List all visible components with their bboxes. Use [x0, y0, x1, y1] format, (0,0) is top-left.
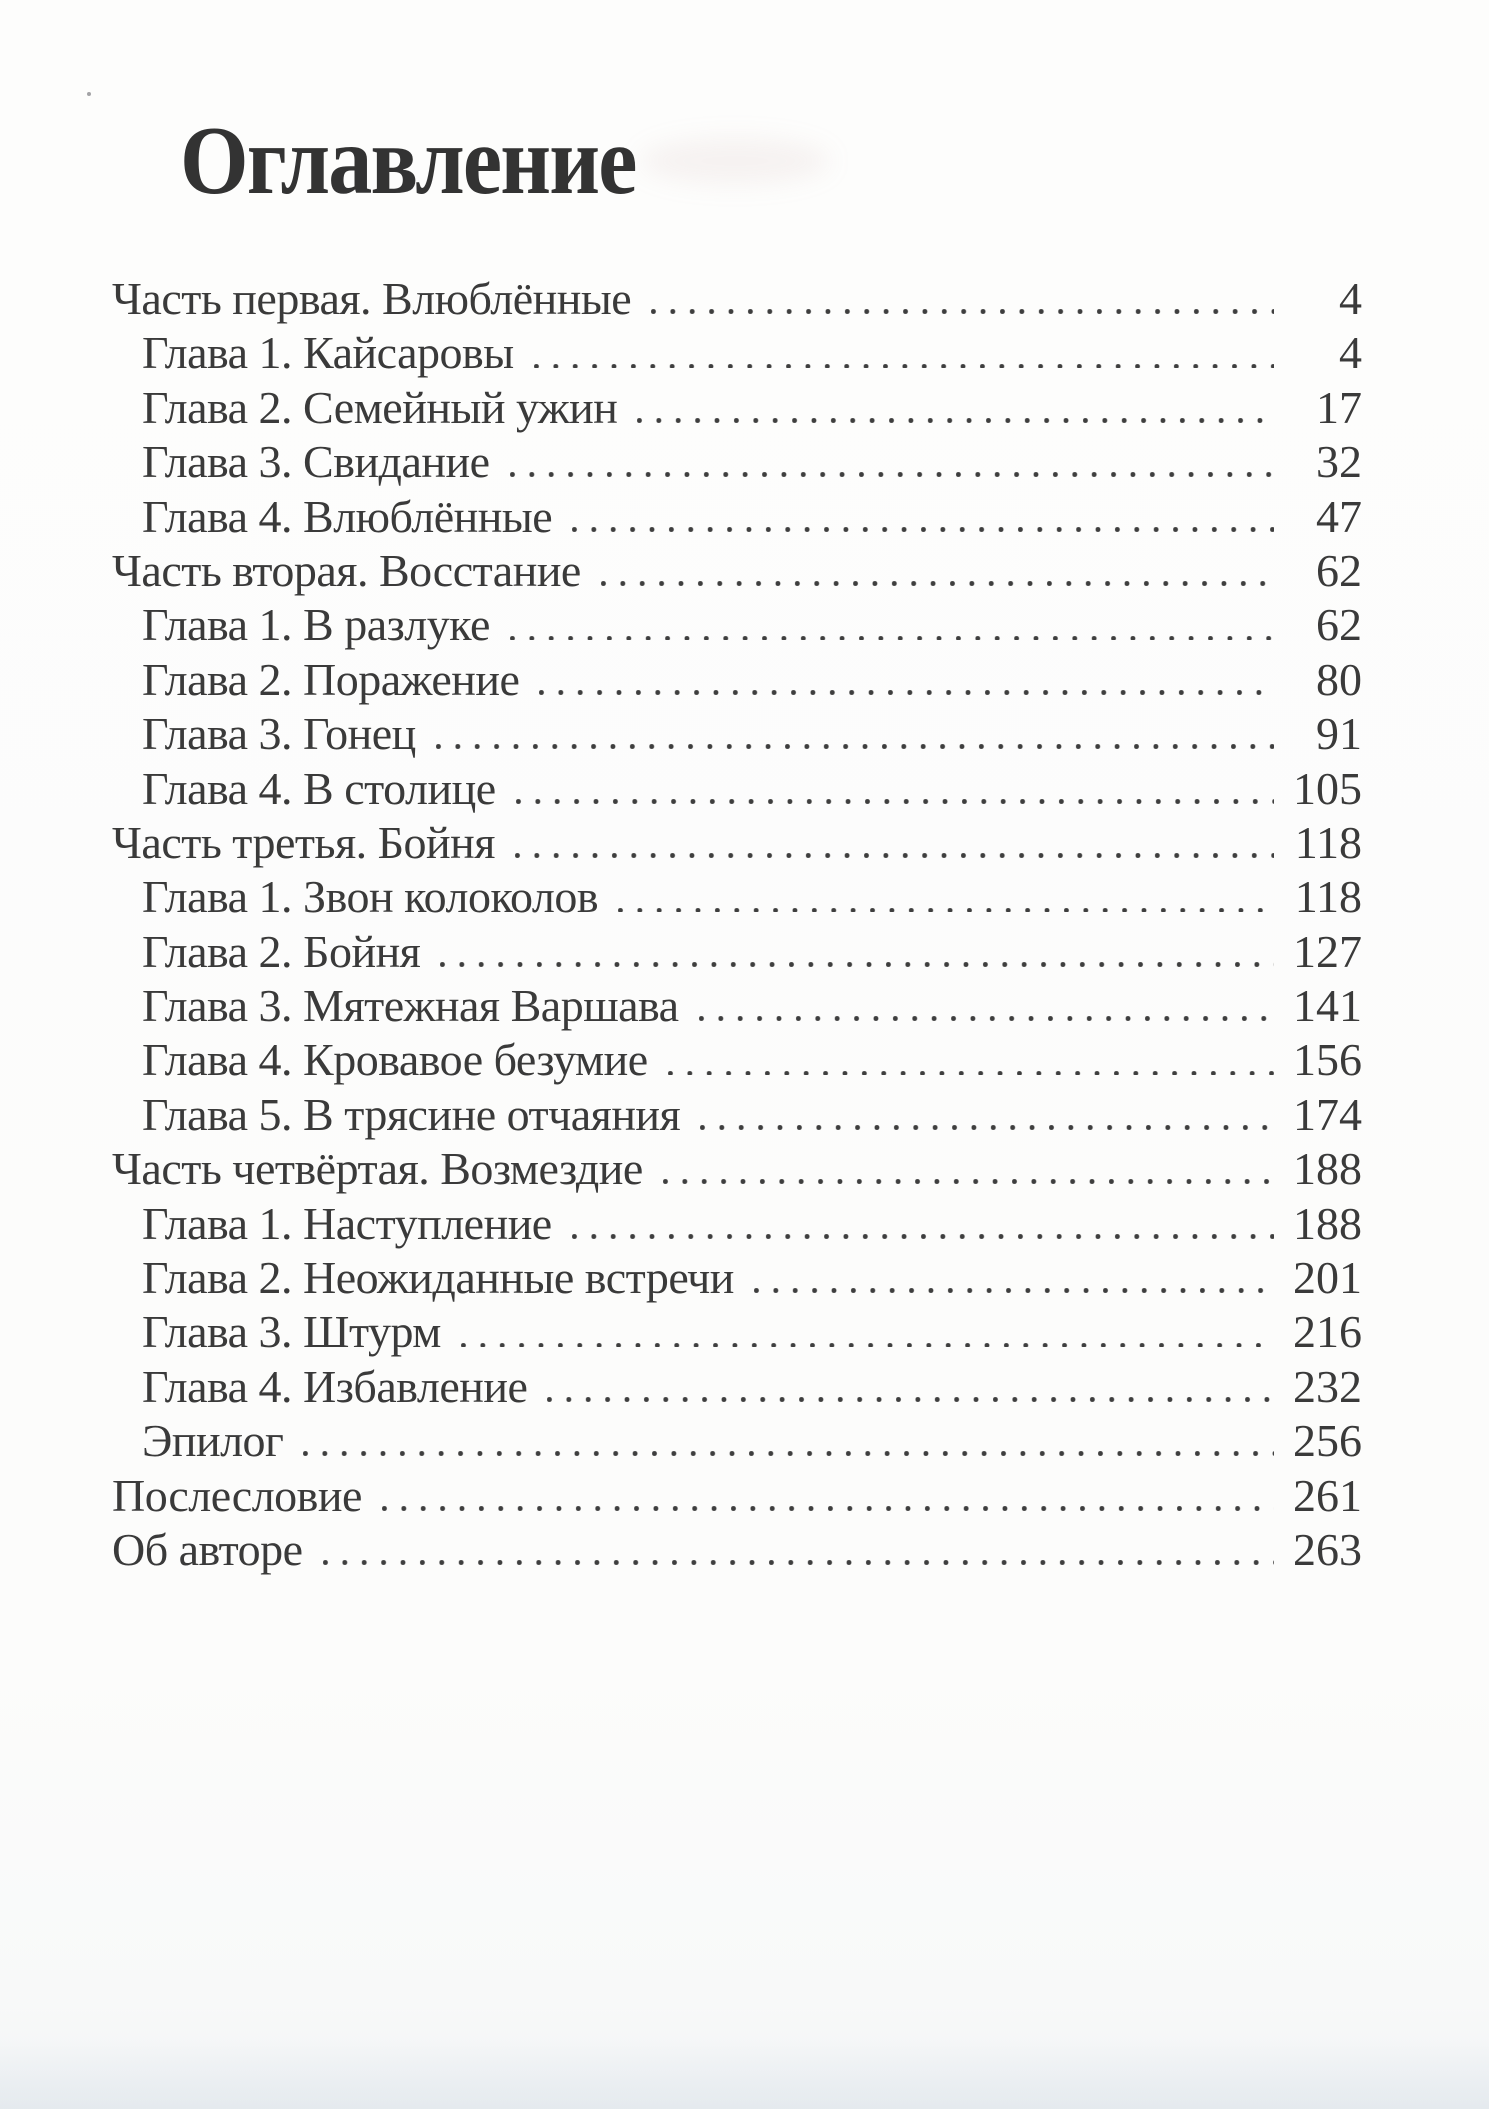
- dot-leader: [754, 1287, 1274, 1293]
- toc-entry-page: 156: [1293, 1034, 1362, 1086]
- toc-entry-page: 232: [1293, 1360, 1362, 1412]
- toc-entry-label: Эпилог: [142, 1415, 284, 1467]
- toc-entry-page: 174: [1293, 1088, 1362, 1140]
- toc-entry: [112, 653, 1362, 707]
- dot-leader: [601, 580, 1274, 586]
- toc-entry-page: 105: [1293, 762, 1362, 814]
- scan-bleedthrough-smudge: [640, 138, 830, 184]
- toc-entry-label: Об авторе: [112, 1523, 303, 1575]
- dot-leader: [440, 961, 1274, 967]
- toc-entry-label: Глава 2. Семейный ужин: [142, 381, 618, 433]
- toc-entry-label: Глава 4. Влюблённые: [142, 490, 553, 542]
- toc-entry-page: 201: [1293, 1252, 1362, 1304]
- toc-entry: [112, 1197, 1362, 1251]
- toc-entry-label: Часть первая. Влюблённые: [112, 273, 632, 324]
- toc-entry-label: Послесловие: [112, 1469, 362, 1521]
- dot-leader: [510, 471, 1274, 477]
- dot-leader: [539, 689, 1274, 695]
- toc-entry: [112, 925, 1362, 979]
- toc-entry-label: Глава 2. Бойня: [142, 925, 421, 977]
- toc-entry-label: Глава 5. В трясине отчаяния: [142, 1088, 681, 1140]
- toc-entry-page: 17: [1316, 381, 1362, 433]
- dot-leader: [436, 743, 1274, 749]
- toc-entry-label: Глава 2. Неожиданные встречи: [142, 1252, 734, 1304]
- toc-entry-label: Глава 1. Кайсаровы: [142, 327, 514, 379]
- toc-entry: [112, 870, 1362, 924]
- toc-entry-page: 263: [1293, 1523, 1362, 1575]
- toc-entry-label: Глава 4. Кровавое безумие: [142, 1034, 648, 1086]
- toc-entry-page: 118: [1294, 816, 1362, 868]
- toc-entry: [112, 1469, 1362, 1523]
- toc-entry-page: 118: [1294, 871, 1362, 923]
- toc-entry-label: Часть четвёртая. Возмездие: [112, 1143, 643, 1195]
- dot-leader: [382, 1505, 1274, 1511]
- page-title: Оглавление: [180, 107, 636, 215]
- toc-entry-label: Часть третья. Бойня: [112, 816, 495, 868]
- toc-entry: [112, 1360, 1362, 1414]
- dot-leader: [515, 852, 1274, 858]
- toc-entry: [112, 544, 1362, 598]
- toc-entry-page: 32: [1316, 436, 1362, 488]
- dot-leader: [534, 362, 1274, 368]
- toc-entry-label: Часть вторая. Восстание: [112, 544, 581, 596]
- dot-leader: [461, 1341, 1274, 1347]
- dot-leader: [547, 1396, 1274, 1402]
- toc-entry: [112, 272, 1362, 326]
- toc-entry-page: 216: [1293, 1306, 1362, 1358]
- toc-entry-page: 80: [1316, 653, 1362, 705]
- toc-entry-label: Глава 3. Свидание: [142, 436, 490, 488]
- toc-entry: [112, 1088, 1362, 1142]
- table-of-contents: [112, 272, 1362, 1577]
- toc-entry: [112, 435, 1362, 489]
- toc-entry-page: 91: [1316, 708, 1362, 760]
- toc-entry: [112, 762, 1362, 816]
- toc-entry: [112, 1305, 1362, 1359]
- toc-entry-label: Глава 3. Мятежная Варшава: [142, 980, 679, 1032]
- dot-leader: [572, 1233, 1274, 1239]
- toc-entry-page: 62: [1316, 544, 1362, 596]
- toc-entry: [112, 816, 1362, 870]
- dot-leader: [637, 417, 1274, 423]
- toc-entry-page: 4: [1339, 273, 1362, 324]
- dot-leader: [651, 308, 1274, 314]
- dot-leader: [699, 1015, 1274, 1021]
- toc-entry: [112, 490, 1362, 544]
- toc-entry-page: 127: [1293, 925, 1362, 977]
- dot-leader: [572, 526, 1274, 532]
- toc-entry-label: Глава 3. Гонец: [142, 708, 416, 760]
- dot-leader: [323, 1559, 1274, 1565]
- toc-entry-label: Глава 1. Наступление: [142, 1197, 552, 1249]
- dot-leader: [516, 798, 1274, 804]
- toc-entry: [112, 381, 1362, 435]
- toc-entry-page: 141: [1293, 980, 1362, 1032]
- toc-entry-label: Глава 4. Избавление: [142, 1360, 528, 1412]
- toc-entry: [112, 1523, 1362, 1577]
- toc-entry: [112, 1414, 1362, 1468]
- toc-entry: [112, 707, 1362, 761]
- scan-speck: [87, 92, 91, 96]
- toc-entry: [112, 326, 1362, 380]
- toc-entry-label: Глава 1. Звон колоколов: [142, 871, 599, 923]
- toc-entry-label: Глава 4. В столице: [142, 762, 496, 814]
- toc-entry-page: 256: [1293, 1415, 1362, 1467]
- toc-entry-label: Глава 1. В разлуке: [142, 599, 490, 651]
- dot-leader: [303, 1450, 1274, 1456]
- toc-entry-page: 188: [1293, 1143, 1362, 1195]
- toc-entry-page: 261: [1293, 1469, 1362, 1521]
- toc-entry-page: 188: [1293, 1197, 1362, 1249]
- dot-leader: [510, 634, 1274, 640]
- toc-entry: [112, 1251, 1362, 1305]
- toc-entry-page: 4: [1339, 327, 1362, 379]
- toc-entry: [112, 979, 1362, 1033]
- toc-entry: [112, 1033, 1362, 1087]
- toc-entry-page: 47: [1316, 490, 1362, 542]
- toc-entry-label: Глава 2. Поражение: [142, 653, 520, 705]
- scan-edge-shade: [0, 2039, 1489, 2109]
- toc-entry-label: Глава 3. Штурм: [142, 1306, 441, 1358]
- dot-leader: [700, 1124, 1274, 1130]
- toc-entry: [112, 1142, 1362, 1196]
- toc-entry-page: 62: [1316, 599, 1362, 651]
- toc-entry: [112, 598, 1362, 652]
- dot-leader: [668, 1069, 1274, 1075]
- dot-leader: [618, 906, 1274, 912]
- dot-leader: [663, 1178, 1274, 1184]
